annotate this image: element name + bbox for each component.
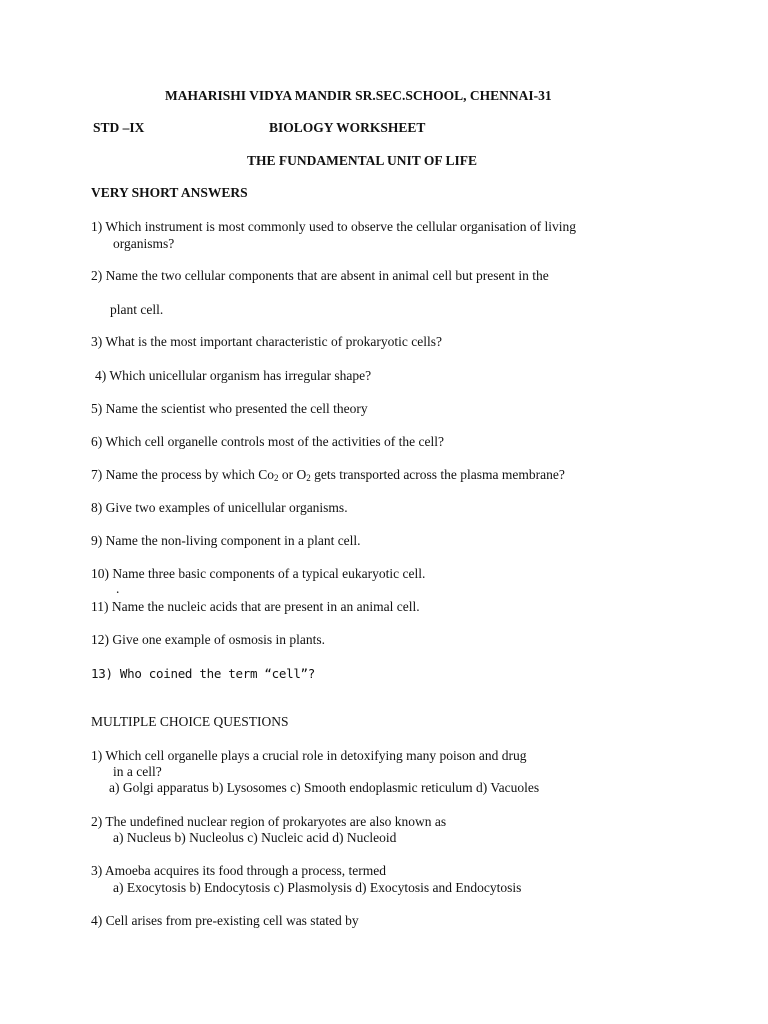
vsa-question-1-continued: organisms?: [113, 236, 175, 251]
vsa-question-12: 12) Give one example of osmosis in plants.: [91, 632, 325, 647]
mcq-question-2: 2) The undefined nuclear region of prokaryotes are also known as: [91, 814, 447, 829]
very-short-answers-heading: VERY SHORT ANSWERS: [91, 185, 248, 200]
vsa-question-8: 8) Give two examples of unicellular organisms.: [91, 500, 348, 515]
vsa-question-3: 3) What is the most important characteristic of prokaryotic cells?: [91, 334, 443, 349]
mcq-heading: MULTIPLE CHOICE QUESTIONS: [91, 714, 289, 729]
mcq-question-1: 1) Which cell organelle plays a crucial role in detoxifying many poison and drug: [91, 748, 527, 763]
vsa-question-2: 2) Name the two cellular components that are absent in animal cell but present in the: [91, 268, 549, 283]
chapter-title: THE FUNDAMENTAL UNIT OF LIFE: [247, 153, 478, 168]
vsa-question-11: 11) Name the nucleic acids that are present in an animal cell.: [91, 599, 420, 614]
vsa-question-7-part: 7) Name the process by which Co: [91, 467, 274, 482]
mcq-question-3: 3) Amoeba acquires its food through a process, termed: [91, 863, 387, 878]
school-name: MAHARISHI VIDYA MANDIR SR.SEC.SCHOOL, CHENNAI-31: [165, 88, 552, 103]
subscript: 2: [306, 473, 311, 483]
stray-dot: .: [116, 581, 120, 596]
vsa-question-5: 5) Name the scientist who presented the cell theory: [91, 401, 368, 416]
subscript: 2: [273, 473, 279, 483]
vsa-question-6: 6) Which cell organelle controls most of the activities of the cell?: [91, 434, 445, 449]
vsa-question-7-part: gets transported across the plasma membrane?: [310, 467, 565, 482]
mcq-question-1-options: a) Golgi apparatus b) Lysosomes c) Smooth endoplasmic reticulum d) Vacuoles: [109, 780, 540, 795]
vsa-question-13: 13) Who coined the term “cell”?: [91, 666, 315, 681]
vsa-question-4: 4) Which unicellular organism has irregular shape?: [95, 368, 372, 383]
mcq-question-2-options: a) Nucleus b) Nucleolus c) Nucleic acid d) Nucleoid: [113, 830, 397, 845]
vsa-question-9: 9) Name the non-living component in a plant cell.: [91, 533, 361, 548]
vsa-question-2-continued: plant cell.: [110, 302, 164, 317]
worksheet-title: BIOLOGY WORKSHEET: [269, 120, 426, 135]
vsa-question-7-part: or O: [278, 467, 307, 482]
vsa-question-10: 10) Name three basic components of a typical eukaryotic cell.: [91, 566, 426, 581]
mcq-question-1-continued: in a cell?: [113, 764, 162, 779]
vsa-question-1: 1) Which instrument is most commonly used to observe the cellular organisation of living: [91, 219, 577, 234]
standard-label: STD –IX: [93, 120, 145, 135]
vsa-question-7: [91, 467, 565, 483]
mcq-question-4: 4) Cell arises from pre-existing cell was stated by: [91, 913, 359, 928]
mcq-question-3-options: a) Exocytosis b) Endocytosis c) Plasmolysis d) Exocytosis and Endocytosis: [113, 880, 522, 895]
